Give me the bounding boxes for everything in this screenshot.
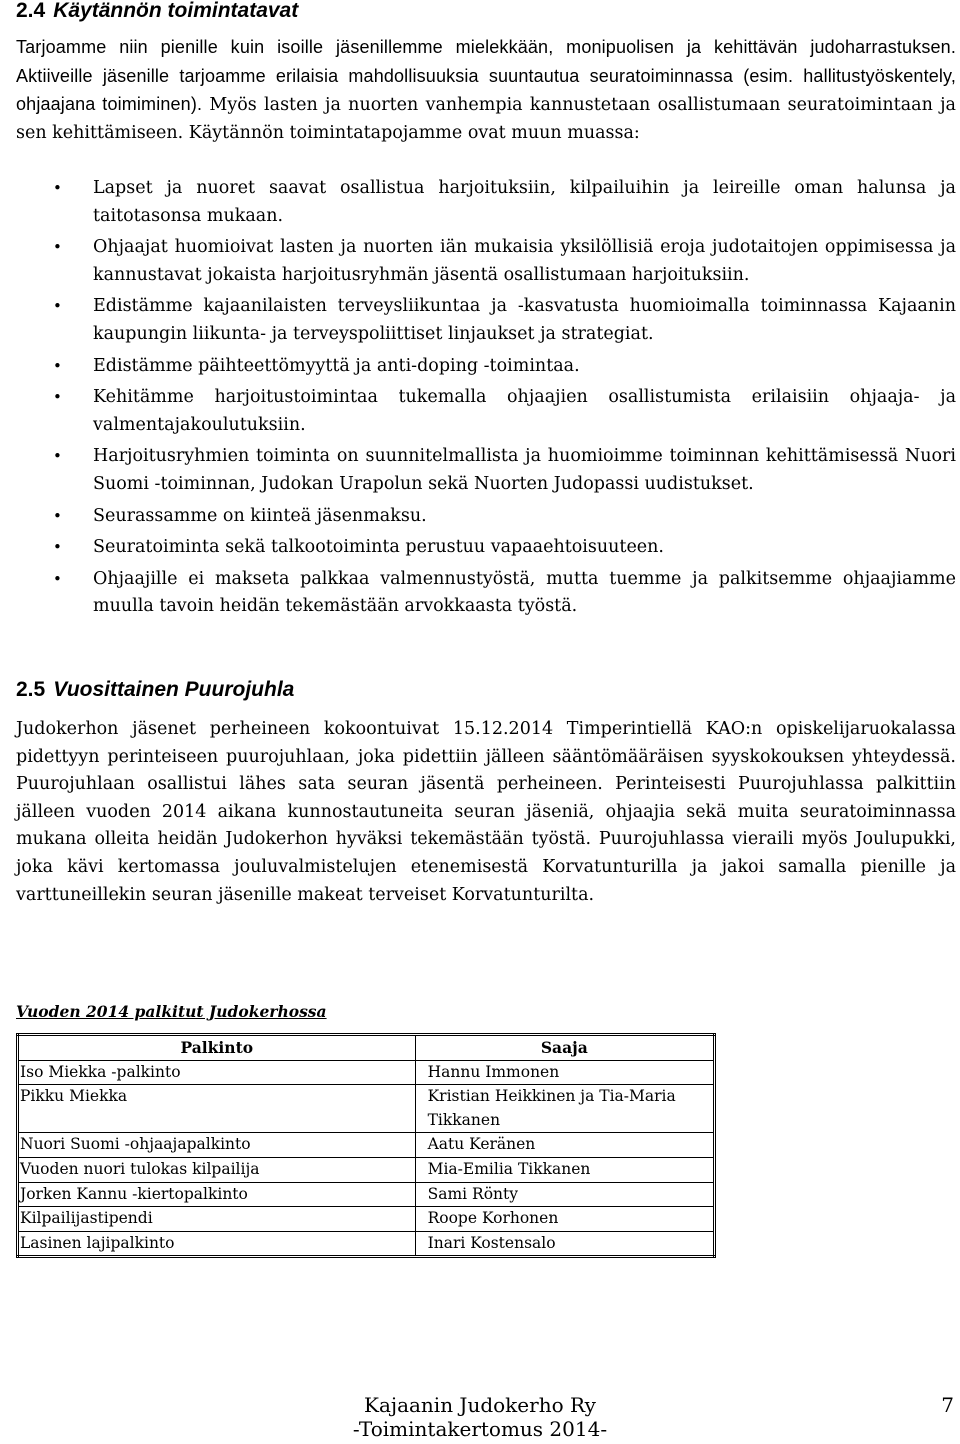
list-item: • Ohjaajat huomioivat lasten ja nuorten iän mukaisia yksilöllisiä eroja judotaitojen oppimisessa ja kannustavat jokaista harjoitusryhmän jäsentä osallistumaan harjoituksiin. (16, 234, 956, 289)
recipient-cell: Inari Kostensalo (415, 1231, 714, 1257)
footer-organization: Kajaanin Judokerho Ry (364, 1393, 596, 1417)
award-cell: Jorken Kannu -kiertopalkinto (18, 1182, 416, 1207)
intro-paragraph (16, 34, 956, 147)
table-row (18, 1060, 715, 1085)
award-cell: Vuoden nuori tulokas kilpailija (18, 1157, 416, 1182)
puurojuhla-paragraph: Judokerhon jäsenet perheineen kokoontuivat 15.12.2014 Timperintiellä KAO:n opiskelijaruokalassa pidettyyn perinteiseen puurojuhlaan, joka pidettiin jälleen sääntömääräisen syyskokouksen yhteydessä. Puurojuhlaan osallistui lähes sata seuran jäsentä perheineen. Perinteisesti Puurojuhlassa palkittiin jälleen vuoden 2014 aikana kunnostautuneita seuran jäseniä, ohjaajia sekä muita seuratoiminnassa mukana olleita heidän Judokerhon hyväksi tekemästään työstä. Puurojuhlassa vieraili myös Joulupukki, joka kävi kertomassa jouluvalmistelujen etenemisestä Korvatunturilla ja jakoi samalla pienille ja varttuneillekin seuran jäsenille makeat terveiset Korvatunturilta. (16, 719, 956, 905)
bullet-icon: • (53, 356, 62, 375)
footer-document-title: -Toimintakertomus 2014- (352, 1417, 608, 1441)
bullet-icon: • (53, 388, 62, 407)
intro-text-serif: Myös lasten ja nuorten vanhempia kannustetaan osallistumaan seuratoimintaan ja sen kehittämiseen. Käytännön toimintatapojamme ovat muun muassa: (16, 95, 956, 143)
table-row (18, 1231, 715, 1257)
bullet-icon: • (53, 506, 62, 525)
award-cell: Iso Miekka -palkinto (18, 1060, 416, 1085)
list-item: • Harjoitusryhmien toiminta on suunnitelmallista ja huomioimme toiminnan kehittämisessä Nuori Suomi -toiminnan, Judokan Urapolun sekä Nuorten Judopassi uudistukset. (16, 443, 956, 498)
list-item: • Ohjaajille ei makseta palkkaa valmennustyöstä, mutta tuemme ja palkitsemme ohjaajiamme muulla tavoin heidän tekemästään arvokkaasta työstä. (16, 566, 956, 621)
awards-table (16, 1033, 716, 1258)
table-row (18, 1157, 715, 1182)
list-item: • Kehitämme harjoitustoimintaa tukemalla ohjaajien osallistumista erilaisiin ohjaaja- ja valmentajakoulutuksiin. (16, 384, 956, 439)
section-number: 2.5 (16, 678, 46, 701)
section-heading-2-4 (16, 0, 298, 23)
award-cell: Nuori Suomi -ohjaajapalkinto (18, 1133, 416, 1158)
page-number: 7 (941, 1393, 954, 1417)
table-row (18, 1182, 715, 1207)
table-row (18, 1133, 715, 1158)
list-item: • Seuratoiminta sekä talkootoiminta perustuu vapaaehtoisuuteen. (16, 534, 956, 562)
column-header-recipient: Saaja (415, 1035, 714, 1061)
list-item: • Lapset ja nuoret saavat osallistua harjoituksiin, kilpailuihin ja leireille oman halunsa ja taitotasonsa mukaan. (16, 175, 956, 230)
intro-text-sans: Tarjoamme niin pienille kuin isoille jäsenillemme mielekkään, monipuolisen ja kehittävän judoharrastuksen. Aktiiveille jäsenille tarjoamme erilaisia mahdollisuuksia suuntautua seuratoiminnassa (esim. hallitustyöskentely, ohjaajana toimiminen). (16, 37, 956, 115)
list-item: • Seurassamme on kiinteä jäsenmaksu. (16, 503, 956, 531)
table-header-row (18, 1035, 715, 1061)
bullet-icon: • (53, 297, 62, 316)
table-row (18, 1207, 715, 1232)
recipient-cell: Mia-Emilia Tikkanen (415, 1157, 714, 1182)
award-cell: Kilpailijastipendi (18, 1207, 416, 1232)
recipient-cell: Roope Korhonen (415, 1207, 714, 1232)
section-number: 2.4 (16, 0, 46, 22)
section-title: Vuosittainen Puurojuhla (53, 678, 295, 701)
bullet-icon: • (53, 569, 62, 588)
bullet-icon: • (53, 238, 62, 257)
practices-list (16, 175, 956, 621)
recipient-cell: Kristian Heikkinen ja Tia-Maria Tikkanen (415, 1085, 714, 1133)
bullet-icon: • (53, 179, 62, 197)
award-cell: Pikku Miekka (18, 1085, 416, 1133)
bullet-icon: • (53, 447, 62, 466)
awards-caption: Vuoden 2014 palkitut Judokerhossa (16, 1002, 327, 1021)
list-item: • Edistämme kajaanilaisten terveysliikuntaa ja -kasvatusta huomioimalla toiminnassa Kajaanin kaupungin liikunta- ja terveyspoliittiset linjaukset ja strategiat. (16, 293, 956, 348)
list-item: • Edistämme päihteettömyyttä ja anti-doping -toimintaa. (16, 353, 956, 381)
section-heading-2-5 (16, 678, 294, 702)
column-header-award: Palkinto (18, 1035, 416, 1061)
page-footer (0, 1393, 960, 1441)
recipient-cell: Hannu Immonen (415, 1060, 714, 1085)
recipient-cell: Sami Rönty (415, 1182, 714, 1207)
award-cell: Lasinen lajipalkinto (18, 1231, 416, 1257)
bullet-icon: • (53, 538, 62, 557)
recipient-cell: Aatu Keränen (415, 1133, 714, 1158)
table-row (18, 1085, 715, 1133)
section-title: Käytännön toimintatavat (53, 0, 299, 22)
